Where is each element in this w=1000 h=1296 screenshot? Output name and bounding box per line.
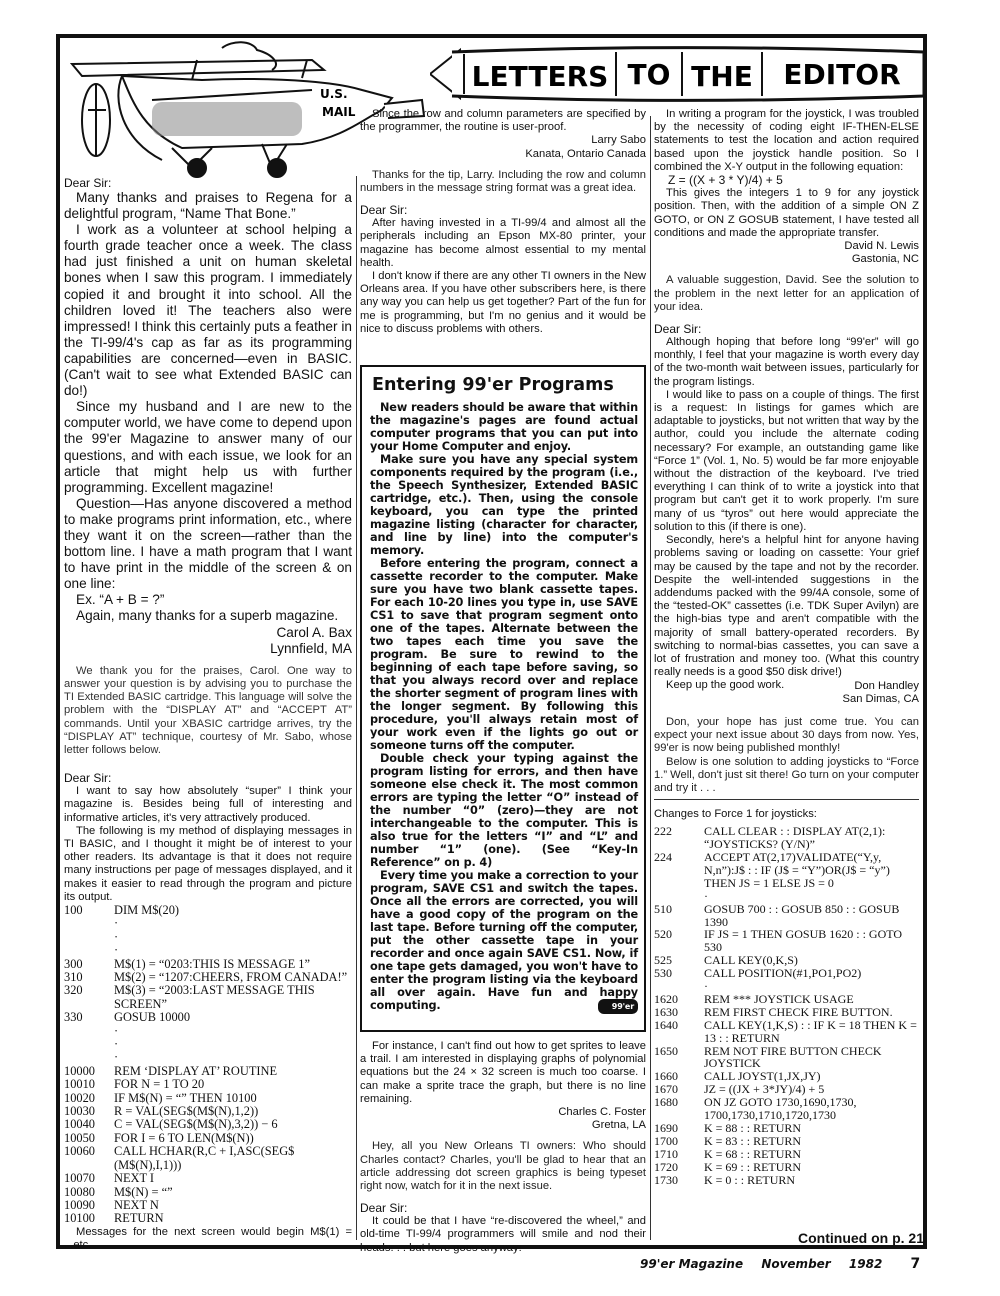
letter-paragraph: Although hoping that before long “99'er” will go monthly, I feel that your magazine is worth every day of the two-month wait between issues, particularly for the program listings.	[654, 336, 919, 388]
line-code: ·	[704, 979, 708, 994]
sidebar-title: Entering 99'er Programs	[372, 375, 614, 395]
line-number: 300	[64, 956, 83, 971]
line-number: 10070	[64, 1171, 95, 1186]
listing-line	[654, 1148, 919, 1161]
line-code: K = 69 : : RETURN	[704, 1159, 802, 1174]
listing-line	[64, 917, 352, 930]
line-code: M$(1) = “0203:THIS IS MESSAGE 1”	[114, 956, 310, 971]
letter-paragraph: Since the row and column parameters are specified by the programmer, the routine is user-proof.	[360, 108, 646, 134]
listing-line	[654, 993, 919, 1006]
signature-place: Kanata, Ontario Canada	[525, 147, 646, 160]
line-code: GOSUB 10000	[114, 1010, 191, 1025]
line-code: CALL KEY(1,K,S) : : IF K = 18 THEN K = 13 : : RETURN	[704, 1017, 917, 1045]
listing-line	[654, 1006, 919, 1019]
line-code: IF M$(N) = “” THEN 10100	[114, 1090, 257, 1105]
line-code: GOSUB 700 : : GOSUB 850 : : GOSUB 1390	[704, 901, 900, 929]
listing-line	[654, 967, 919, 980]
line-code: ·	[114, 1023, 119, 1038]
letter-paragraph: I don't know if there are any other TI owners in the New Orleans area. If you have other subscribers here, is there any way you can help us get together? Part of the fun for me is programming, but I'm no genius and it would be nice to discuss problems with others.	[360, 270, 646, 335]
salutation: Dear Sir:	[64, 771, 112, 786]
line-code: IF JS = 1 THEN GOSUB 1620 : : GOTO 530	[704, 927, 903, 955]
sidebar-paragraph: Double check your typing against the program listing for errors, and then have someone else check it. The most common errors are typing the letter “O” instead of the number “0” (zero)—they are not interchangeable to the computer. This is also true for the letters “I” and “L” and number “1” (one). (See “Key-In Reference” on p. 4)	[370, 752, 638, 869]
changes-heading: Changes to Force 1 for joysticks:	[654, 808, 817, 821]
line-code: ACCEPT AT(2,17)VALIDATE(“Y,y, N,n”):J$ : : IF (J$ = “Y”)OR(J$ = “y”) THEN JS = 1 ELSE JS = 0	[704, 849, 890, 890]
line-number: 330	[64, 1010, 83, 1025]
editor-reply: We thank you for the praises, Carol. One way to answer your question is by advising you to purchase the TI Extended BASIC cartridge. This language will solve the problem with the “DISPLAY AT” and “ACCEPT AT” commands. Until your XBASIC cartridge arrives, try the “DISPLAY AT” technique, courtesy of Mr. Sabo, whose letter follows below.	[64, 664, 352, 756]
banner-word-to: TO	[627, 58, 671, 91]
line-number: 530	[654, 966, 672, 981]
listing-line	[654, 1045, 919, 1071]
letter-paragraph: Question—Has anyone discovered a method to make programs print information, etc., where they want it on the screen—rather than the bottom line. I have a math program that I want to have print in the middle of the screen & on one line:	[64, 495, 352, 592]
line-code: M$(2) = “1207:CHEERS, FROM CANADA!”	[114, 970, 348, 984]
letters-to-the-editor-banner	[430, 44, 924, 104]
signature-place: Lynnfield, MA	[270, 640, 352, 656]
listing-line	[654, 851, 919, 890]
line-number: 320	[64, 983, 83, 998]
listing-line	[64, 944, 352, 957]
line-number: 1660	[654, 1069, 678, 1084]
footer-month: November	[761, 1257, 831, 1271]
line-code: REM ‘DISPLAY AT’ ROUTINE	[114, 1063, 278, 1078]
line-code: ·	[114, 1037, 119, 1052]
line-number: 224	[654, 849, 672, 864]
listing-line	[64, 1186, 352, 1199]
letter-paragraph: I want to say how absolutely “super” I think your magazine is. Besides being full of interesting and informative articles, it's very attractively produced.	[64, 785, 352, 824]
line-number: 525	[654, 953, 672, 968]
line-number: 1670	[654, 1082, 678, 1097]
line-code: ·	[114, 916, 119, 931]
letter-paragraph: This gives the integers 1 to 9 for any joystick position. Then, with the addition of a simple ON Z GOTO, or ON Z GOSUB statement, I have tested all conditions and made the appropriate transfer.	[654, 187, 919, 239]
line-code: ON JZ GOTO 1730,1690,1730, 1700,1730,1710,1720,1730	[704, 1095, 857, 1123]
ti-logo-badge: 99'er	[598, 999, 638, 1014]
listing-line	[654, 1122, 919, 1135]
line-number: 1690	[654, 1121, 678, 1135]
listing-line	[64, 904, 352, 917]
line-number	[64, 1051, 114, 1064]
line-number: 10100	[64, 1211, 95, 1226]
listing-line	[64, 1172, 352, 1185]
line-number: 1700	[654, 1133, 678, 1148]
editor-reply: A valuable suggestion, David. See the solution to the problem in the next letter for an application of your idea.	[654, 274, 919, 313]
listing-line	[64, 958, 352, 971]
signature-name: Charles C. Foster	[558, 1106, 646, 1119]
listing-line	[654, 928, 919, 954]
letter-paragraph: It could be that I have “re-discovered the wheel,” and old-time TI-99/4 programmers will smile and nod their heads. . . but here goes anyway:	[360, 1215, 646, 1254]
footer-magazine: 99'er Magazine	[640, 1257, 744, 1271]
listing-line	[64, 1199, 352, 1212]
page-number: 7	[910, 1256, 921, 1272]
line-code: R = VAL(SEG$(M$(N),1,2))	[114, 1104, 259, 1119]
sidebar-paragraph: Make sure you have any special system components required by the program (i.e., the Speech Synthesizer, Extended BASIC cartridge, etc.). Then, using the console keyboard, you can type the printed magazine listing (character for character, and line by line) into the computer's memory.	[370, 453, 638, 557]
line-number: 310	[64, 970, 83, 984]
column-3	[654, 108, 919, 1187]
banner-word-editor: EDITOR	[783, 58, 901, 91]
listing-line	[64, 1118, 352, 1131]
letter-paragraph: I work as a volunteer at school helping a fourth grade teacher once a week. The class had just finished a unit on human skeletal bones when I saw this program. I immediately copied it and brought it into school. All the children loved it! The teachers also were impressed! I think this certainly puts a feather in the TI-99/4's cap as far as its programming capabilities are concerned—even in BASIC. (Can't wait to see what Extended BASIC can do!)	[64, 222, 352, 399]
column-rule-1	[356, 176, 357, 1240]
line-number: 520	[654, 927, 672, 942]
listing-line	[654, 1174, 919, 1187]
letter-paragraph: Secondly, here's a helpful hint for anyone having problems saving or loading on cassette: Your grief may be caused by the tape and not by the recorder. Despite the well-intended suggestions in the addendums packed with the 99/4A console, some of the “tested-OK” cassettes (i.e. TDK Super Avilyn) are the high-bias type and aren't compatible with the majority of small battery-operated recorders. By switching to normal-bias cassettes, you can save a lot of frustration and money too. (What this country really needs is a good $50 disk drive!)	[654, 534, 919, 679]
salutation: Dear Sir:	[360, 203, 408, 218]
line-code: CALL JOYST(1,JX,JY)	[704, 1069, 821, 1084]
salutation: Dear Sir:	[654, 322, 702, 337]
line-code: REM FIRST CHECK FIRE BUTTON.	[704, 1004, 893, 1019]
line-number	[64, 1038, 114, 1051]
line-code: ·	[114, 929, 119, 944]
signature-place: San Dimas, CA	[842, 692, 919, 705]
editor-reply: Don, your hope has just come true. You can expect your next issue about 30 days from now. Yes, 99'er is now being published monthly!	[654, 715, 919, 755]
line-code: CALL HCHAR(R,C + I,ASC(SEG$ (M$(N),I,1)))	[114, 1144, 295, 1172]
line-code: K = 0 : : RETURN	[704, 1172, 796, 1187]
listing-line	[64, 1038, 352, 1051]
listing-line	[64, 1051, 352, 1064]
line-code: M$(3) = “2003:LAST MESSAGE THIS SCREEN”	[114, 983, 315, 1011]
line-code: ·	[114, 1050, 119, 1065]
line-number: 10040	[64, 1117, 95, 1132]
listing-line	[64, 1092, 352, 1105]
line-number: 10030	[64, 1104, 95, 1119]
salutation: Dear Sir:	[360, 1201, 408, 1216]
continued-note: Continued on p. 21	[798, 1230, 924, 1246]
line-code: NEXT I	[114, 1171, 155, 1186]
line-number: 10080	[64, 1184, 95, 1199]
letter-closing: Keep up the good work.	[666, 679, 785, 692]
line-code: JZ = ((JX + 3*JY)/4) + 5	[704, 1082, 825, 1097]
listing-line	[64, 1011, 352, 1024]
line-code: ·	[704, 888, 708, 903]
column-2-lower	[360, 1040, 646, 1255]
listing-line	[64, 1078, 352, 1091]
listing-note: Messages for the next screen would begin M$(1) = ...etc.	[64, 1225, 352, 1251]
line-code: RETURN	[114, 1211, 164, 1226]
footer-year: 1982	[848, 1257, 883, 1271]
editor-reply: Hey, all you New Orleans TI owners: Who should Charles contact? Charles, you'll be glad to hear that an article addressing dot screen graphics is being typeset right now, watch for it in the next issue.	[360, 1140, 646, 1193]
line-number: 10010	[64, 1077, 95, 1092]
listing-line	[64, 931, 352, 944]
line-number: 100	[64, 902, 83, 917]
column-rule-2	[650, 116, 651, 1240]
sidebar-last-text: Every time you make a correction to your program, SAVE CS1 and switch the tapes. Once all the errors are corrected, you will have a good copy of the program on the last tape. Before turning off the computer, put the other cassette tape in your recorder and once again SAVE CS1. Now, if one tape gets damaged, you won't have to enter the program listing via the keyboard all over again. Have fun and happy computing.	[370, 869, 638, 1012]
line-number: 10050	[64, 1130, 95, 1145]
line-code: K = 88 : : RETURN	[704, 1121, 802, 1135]
signature-name: David N. Lewis	[844, 240, 919, 253]
listing-line	[64, 984, 352, 1011]
line-code: FOR N = 1 TO 20	[114, 1077, 205, 1092]
listing-line	[64, 1145, 352, 1172]
editor-reply: Thanks for the tip, Larry. Including the row and column numbers in the message string format was a great idea.	[360, 168, 646, 195]
listing-line	[64, 1132, 352, 1145]
line-number: 1620	[654, 991, 678, 1006]
entering-programs-sidebar	[360, 365, 646, 1032]
line-number: 10000	[64, 1063, 95, 1078]
salutation: Dear Sir:	[64, 176, 112, 190]
listing-line	[654, 903, 919, 929]
line-number: 1630	[654, 1004, 678, 1019]
sidebar-paragraph: New readers should be aware that within the magazine's pages are found actual computer programs that you can put into your Home Computer and enjoy.	[370, 401, 638, 453]
column-2	[360, 108, 646, 336]
line-code: DIM M$(20)	[114, 902, 180, 917]
signature-name: Carol A. Bax	[276, 624, 352, 640]
section-divider	[654, 799, 919, 800]
line-number: 1710	[654, 1146, 678, 1161]
listing-line	[64, 1105, 352, 1118]
line-number: 510	[654, 901, 672, 916]
line-number: 1730	[654, 1172, 678, 1187]
signature-name: Larry Sabo	[591, 134, 646, 147]
letter-paragraph: Again, many thanks for a superb magazine.	[76, 608, 339, 624]
letter-paragraph: The following is my method of displaying messages in TI BASIC, and I thought it might be of interest to your other readers. Its advantage is that it does not require many instructions per page of messages displayed, and it makes it easier to read through the program and picture its output.	[64, 824, 352, 903]
listing-line	[654, 980, 919, 993]
us-mail-text: U.S.	[320, 87, 348, 101]
line-code: CALL POSITION(#1,PO1,PO2)	[704, 966, 862, 981]
line-number: 1640	[654, 1017, 678, 1032]
line-code: REM NOT FIRE BUTTON CHECK JOYSTICK	[704, 1043, 882, 1071]
banner-word-the: THE	[691, 60, 753, 93]
line-code: FOR I = 6 TO LEN(M$(N))	[114, 1130, 254, 1145]
page-footer	[640, 1256, 940, 1272]
line-number	[654, 980, 704, 993]
program-listing-1	[64, 904, 352, 1226]
listing-line	[654, 1019, 919, 1045]
equation: Z = ((X + 3 * Y)/4) + 5	[668, 173, 783, 188]
letter-paragraph: Ex. “A + B = ?”	[76, 592, 165, 608]
signature-place: Gretna, LA	[591, 1119, 646, 1132]
line-code: C = VAL(SEG$(M$(N),3,2)) − 6	[114, 1117, 278, 1132]
line-code: K = 83 : : RETURN	[704, 1133, 802, 1148]
listing-line	[64, 1065, 352, 1078]
letter-paragraph: I would like to pass on a couple of things. The first is a request: In listings for games which are adaptable to joysticks, but not written that way by the author, could you include the alternate coding necessary? For example, an outstanding game like “Force 1” (Vol. 1, No. 5) would be far more enjoyable without the distraction of the keyboard. I've tried everything I can think of to write a joystick into that program but can't get it to work properly. I'm sure many of us “tyros” out here would appreciate the solution to this (if there is one).	[654, 388, 919, 533]
line-number: 10090	[64, 1197, 95, 1212]
line-code: M$(N) = “”	[114, 1184, 173, 1199]
line-number: 1680	[654, 1095, 678, 1110]
line-number	[64, 1025, 114, 1038]
editor-reply: Below is one solution to adding joysticks to “Force 1.” Well, don't just sit there! Go turn on your computer and try it . . .	[654, 755, 919, 794]
line-number	[64, 917, 114, 930]
letter-paragraph: In writing a program for the joystick, I was troubled by the necessity of coding eight IF-THEN-ELSE statements to test the location and action required based upon the joystick handle position. So I combined the X-Y output in the following equation:	[654, 108, 919, 173]
line-code: CALL KEY(0,K,S)	[704, 953, 798, 968]
listing-line	[654, 1096, 919, 1122]
listing-line	[64, 1025, 352, 1038]
program-listing-2	[654, 825, 919, 1186]
letter-paragraph: For instance, I can't find out how to get sprites to leave a trail. I am interested in displaying graphs of polynomial equations but the 24 × 32 screen is much too coarse. I can make a sprite trace the graph, but there is no line remaining.	[360, 1040, 646, 1105]
line-number	[64, 931, 114, 944]
line-number: 222	[654, 824, 672, 839]
line-number	[654, 890, 704, 903]
line-code: K = 68 : : RETURN	[704, 1146, 802, 1161]
signature-place: Gastonia, NC	[851, 253, 919, 266]
listing-line	[654, 1161, 919, 1174]
line-number: 10060	[64, 1144, 95, 1159]
listing-line	[64, 971, 352, 984]
line-code: ·	[114, 943, 119, 958]
letter-paragraph: After having invested in a TI-99/4 and almost all the peripherals including an Epson MX-80 printer, your magazine has become almost essential to my mental health.	[360, 217, 646, 269]
line-number: 1720	[654, 1159, 678, 1174]
sidebar-paragraph	[370, 869, 638, 1012]
letter-paragraph: Since my husband and I are new to the computer world, we have come to depend upon the 99'er Magazine to answer many of our questions, and with each issue, we look for an article that might help us with further programming. Excellent magazine!	[64, 399, 352, 495]
listing-line	[654, 1135, 919, 1148]
signature-name: Don Handley	[854, 679, 919, 692]
listing-line	[64, 1212, 352, 1225]
line-number	[64, 944, 114, 957]
line-code: NEXT N	[114, 1197, 159, 1212]
listing-line	[654, 825, 919, 851]
banner-word-letters: LETTERS	[471, 60, 609, 93]
letter-paragraph: Many thanks and praises to Regena for a delightful program, “Name That Bone.”	[64, 190, 352, 222]
line-number: 1650	[654, 1043, 678, 1058]
column-1	[64, 176, 352, 1252]
line-code: CALL CLEAR : : DISPLAY AT(2,1): “JOYSTICKS? (Y/N)”	[704, 824, 886, 852]
line-code: REM *** JOYSTICK USAGE	[704, 991, 854, 1006]
sidebar-paragraph: Before entering the program, connect a cassette recorder to the computer. Make sure you have two blank cassette tapes. For each 10-20 lines you type in, use SAVE CS1 to save that program segment onto one of the tapes. Alternate between the two tapes each time you save the program. Be sure to rewind to the beginning of each tape before saving, so that you always record over and replace the shorter segment of program lines with the longer segment. By following this procedure, you'll always retain most of your work even if the lights go out or someone turns off the computer.	[370, 557, 638, 752]
listing-line	[654, 890, 919, 903]
line-number: 10020	[64, 1090, 95, 1105]
mail-text: MAIL	[322, 105, 356, 119]
